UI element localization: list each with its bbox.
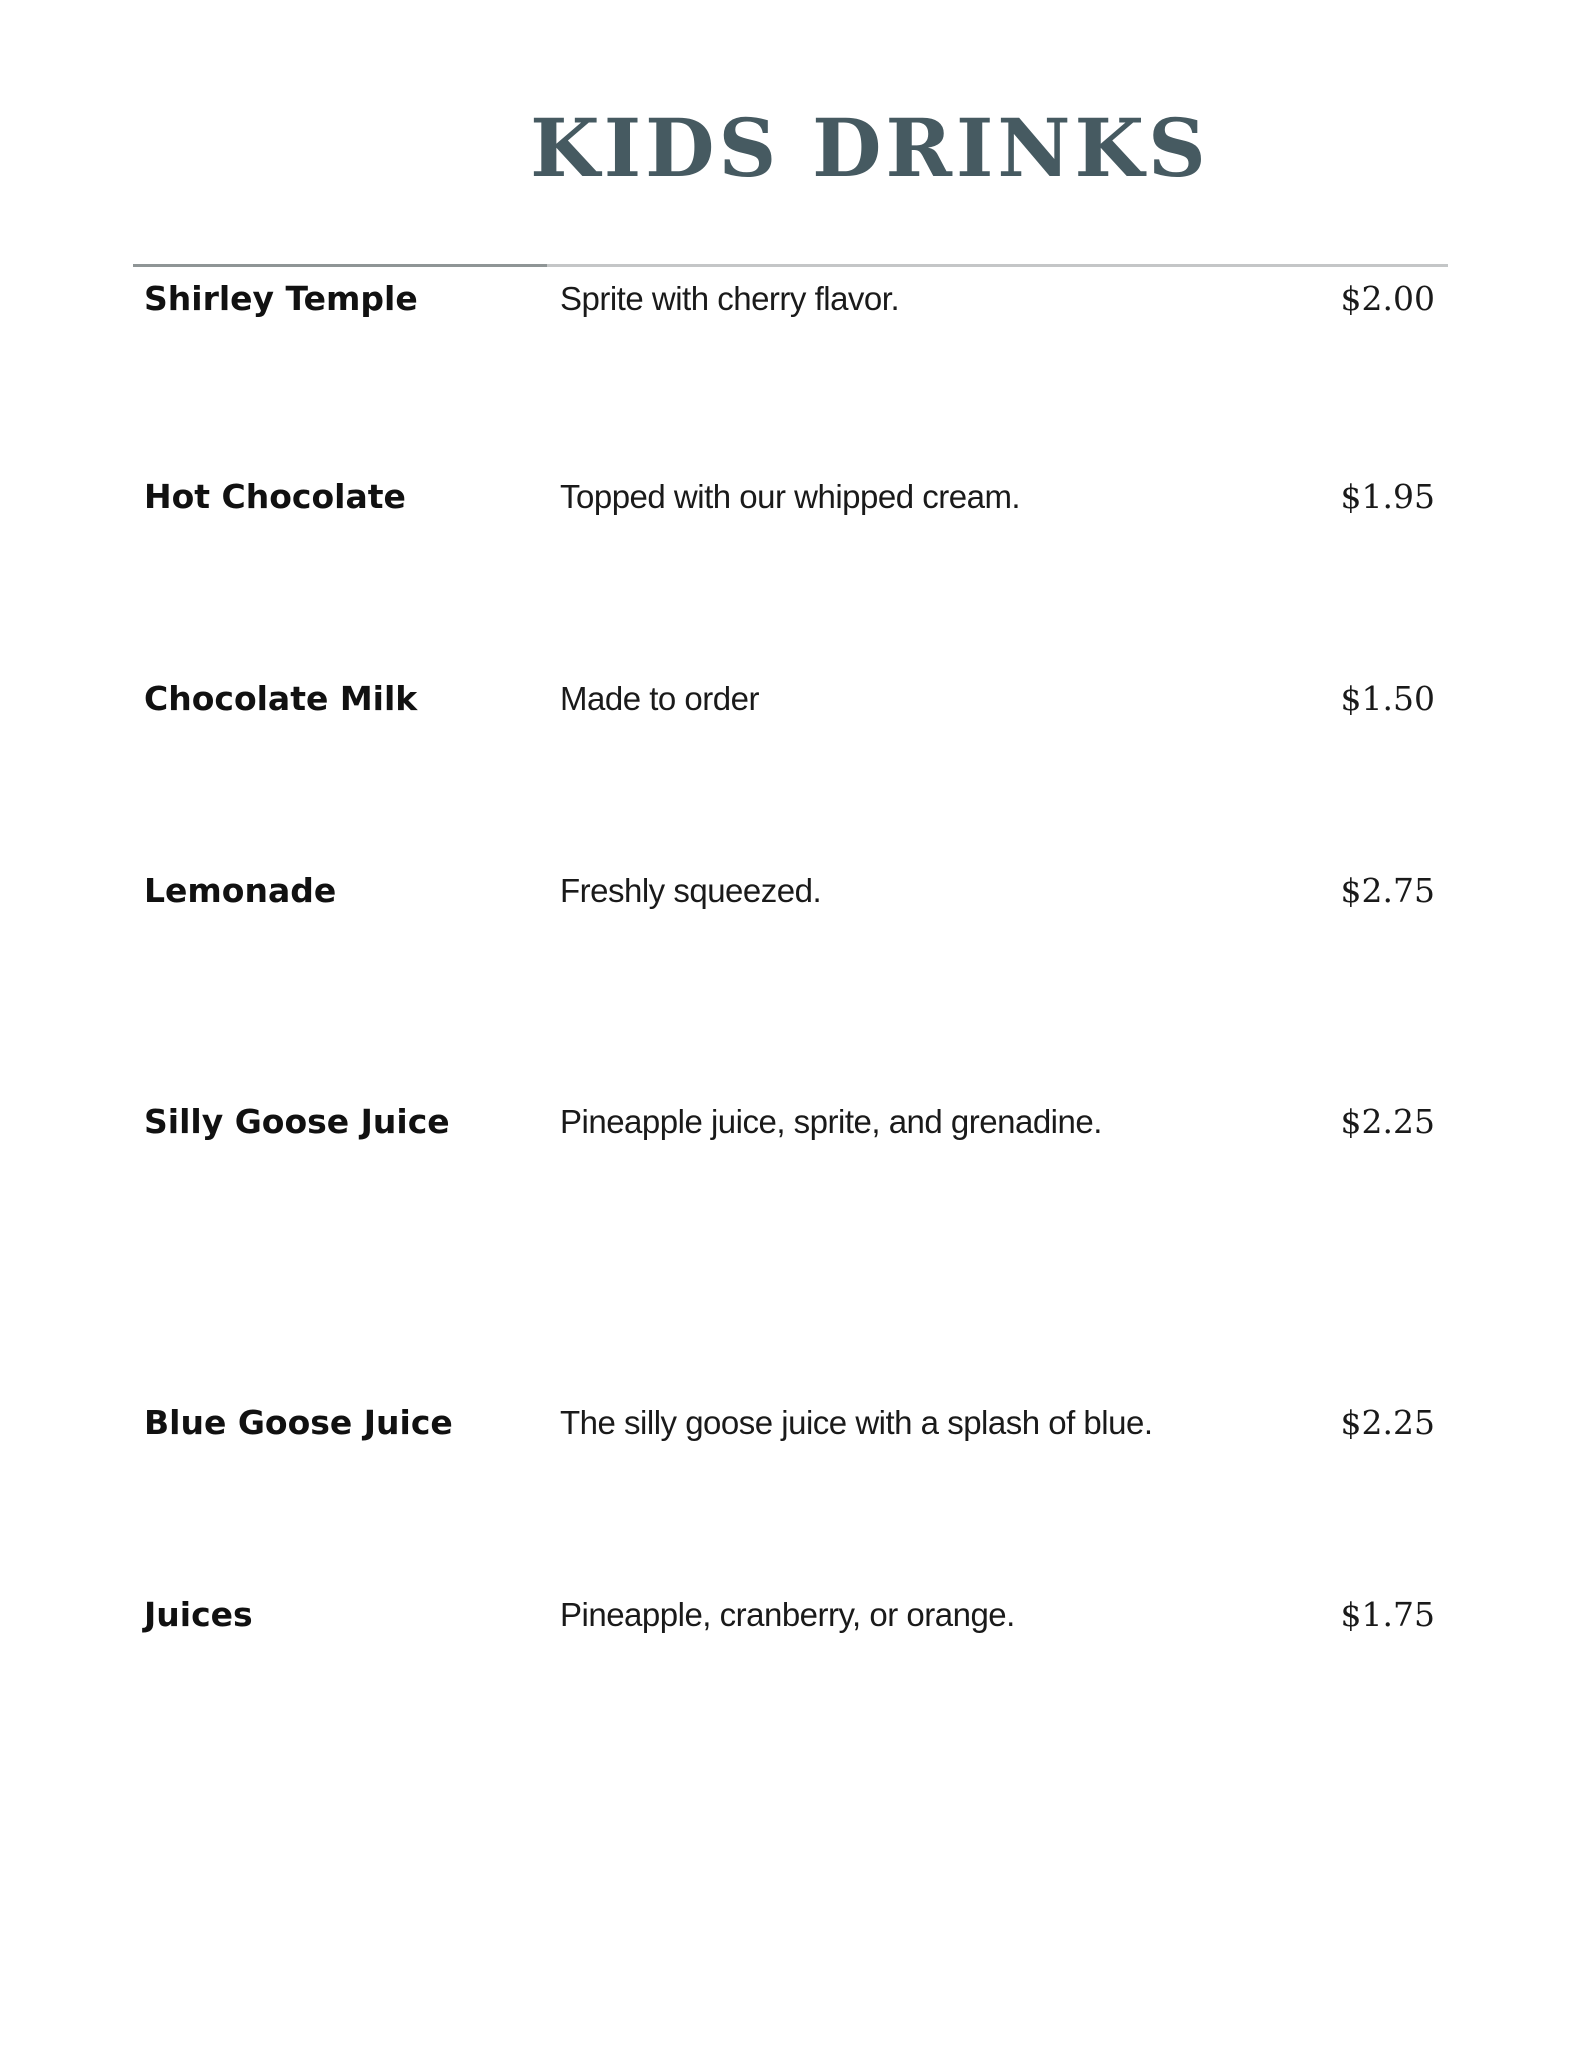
item-description: Pineapple juice, sprite, and grenadine. — [560, 1103, 1102, 1140]
item-name: Chocolate Milk — [144, 679, 418, 718]
item-price: $2.25 — [1340, 1102, 1435, 1141]
item-name: Juices — [144, 1595, 253, 1634]
menu-item-blue-goose-juice — [0, 1398, 1582, 1448]
item-name: Blue Goose Juice — [144, 1403, 453, 1442]
item-price: $1.75 — [1340, 1595, 1435, 1634]
item-price: $2.75 — [1340, 871, 1435, 910]
page-title: KIDS DRINKS — [530, 101, 1210, 195]
menu-item-chocolate-milk — [0, 674, 1582, 724]
item-name: Hot Chocolate — [144, 477, 406, 516]
item-name: Lemonade — [144, 871, 337, 910]
menu-item-juices — [0, 1590, 1582, 1640]
item-description: Sprite with cherry flavor. — [560, 280, 900, 317]
menu-item-lemonade — [0, 866, 1582, 916]
menu-item-shirley-temple — [0, 274, 1582, 324]
item-name: Silly Goose Juice — [144, 1102, 450, 1141]
item-description: The silly goose juice with a splash of blue. — [560, 1404, 1153, 1441]
menu-item-hot-chocolate — [0, 472, 1582, 522]
title-divider-right — [547, 264, 1448, 267]
item-price: $1.95 — [1340, 477, 1435, 516]
item-price: $2.00 — [1340, 279, 1435, 318]
menu-item-silly-goose-juice — [0, 1097, 1582, 1147]
item-description: Freshly squeezed. — [560, 872, 822, 909]
item-description: Made to order — [560, 680, 759, 717]
item-price: $1.50 — [1340, 679, 1435, 718]
item-name: Shirley Temple — [144, 279, 418, 318]
title-divider-left — [133, 264, 547, 267]
item-description: Pineapple, cranberry, or orange. — [560, 1596, 1015, 1633]
item-price: $2.25 — [1340, 1403, 1435, 1442]
item-description: Topped with our whipped cream. — [560, 478, 1021, 515]
